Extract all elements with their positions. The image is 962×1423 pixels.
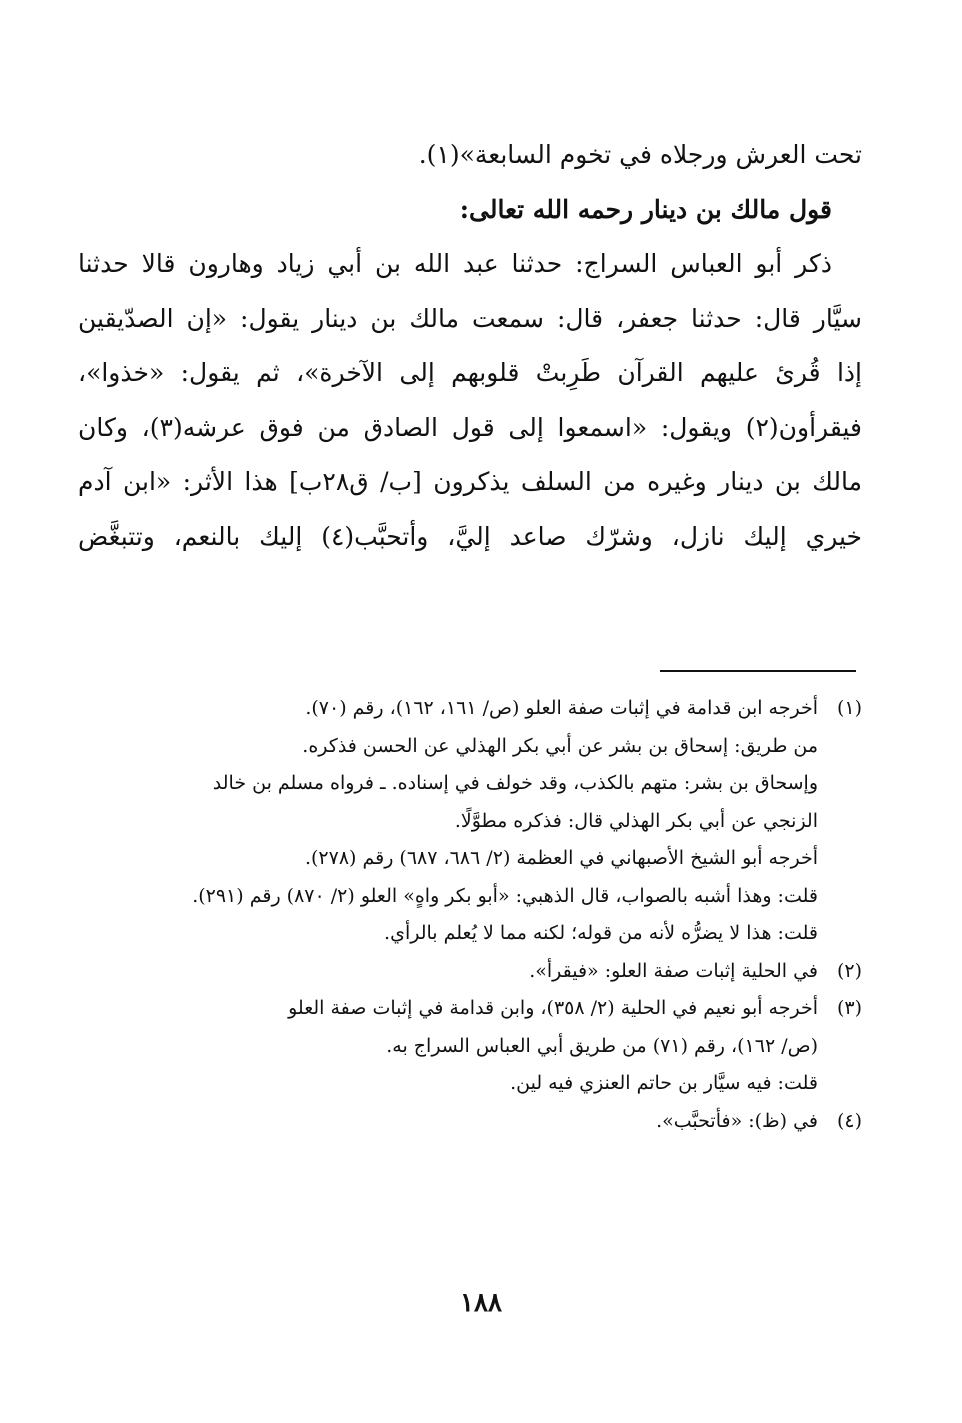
footnote-line: وإسحاق بن بشر: متهم بالكذب، وقد خولف في إسناده. ـ فرواه مسلم بن خالد (212, 772, 818, 794)
footnote (78, 1103, 862, 1141)
footnote-line: أخرجه ابن قدامة في إثبات صفة العلو (ص/ ١٦١، ١٦٢)، رقم (٧٠). (305, 697, 818, 719)
footnote-line: أخرجه أبو نعيم في الحلية (٢/ ٣٥٨)، وابن قدامة في إثبات صفة العلو (288, 997, 818, 1019)
footnote (78, 990, 862, 1103)
footnote-line: أخرجه أبو الشيخ الأصبهاني في العظمة (٢/ ٦٨٦، ٦٨٧) رقم (٢٧٨). (304, 847, 818, 869)
continuation-line: تحت العرش ورجلاه في تخوم السابعة»(١). (418, 140, 862, 169)
main-text (78, 128, 862, 564)
footnote-line: (ص/ ١٦٢)، رقم (٧١) من طريق أبي العباس السراج به. (386, 1034, 818, 1057)
footnote-number: (٣) (836, 997, 862, 1019)
page-number: ١٨٨ (460, 1288, 502, 1318)
footnote-line: في (ظ): «فأتحبَّب». (656, 1109, 818, 1132)
paragraph-line: سيَّار قال: حدثنا جعفر، قال: سمعت مالك بن دينار يقول: «إن الصدّيقين (78, 303, 862, 333)
footnote-line: قلت: فيه سيَّار بن حاتم العنزي فيه لين. (510, 1072, 818, 1094)
section-heading: قول مالك بن دينار رحمه الله تعالى: (459, 194, 832, 224)
paragraph-line: إذا قُرئ عليهم القرآن طَرِبتْ قلوبهم إلى الآخرة»، ثم يقول: «خذوا»، (78, 358, 862, 387)
footnote-separator (660, 670, 856, 672)
footnote-line: الزنجي عن أبي بكر الهذلي قال: فذكره مطوَّلًا. (454, 809, 818, 832)
footnote-line: من طريق: إسحاق بن بشر عن أبي بكر الهذلي عن الحسن فذكره. (302, 734, 818, 757)
footnote-number: (٢) (836, 959, 862, 982)
footnote (78, 953, 862, 991)
footnote-number: (١) (836, 697, 862, 719)
footnotes (78, 690, 862, 1140)
footnote-line: قلت: هذا لا يضرُّه لأنه من قوله؛ لكنه مما لا يُعلم بالرأي. (384, 922, 818, 944)
footnote-line: في الحلية إثبات صفة العلو: «فيقرأ». (529, 959, 818, 982)
paragraph-line: ذكر أبو العباس السراج: حدثنا عبد الله بن أبي زياد وهارون قالا حدثنا (78, 249, 832, 278)
footnote-number: (٤) (836, 1109, 862, 1132)
paragraph-line: فيقرأون(٢) ويقول: «اسمعوا إلى قول الصادق من فوق عرشه(٣)، وكان (78, 412, 862, 442)
paragraph-line: مالك بن دينار وغيره من السلف يذكرون [ب/ ق٢٨ب] هذا الأثر: «ابن آدم (78, 467, 862, 496)
footnote-line: قلت: وهذا أشبه بالصواب، قال الذهبي: «أبو بكر واهٍ» العلو (٢/ ٨٧٠) رقم (٢٩١). (192, 884, 818, 907)
paragraph-line: خيري إليك نازل، وشرّك صاعد إليَّ، وأتحبَّب(٤) إليك بالنعم، وتتبغَّض (78, 521, 862, 551)
footnote (78, 690, 862, 953)
